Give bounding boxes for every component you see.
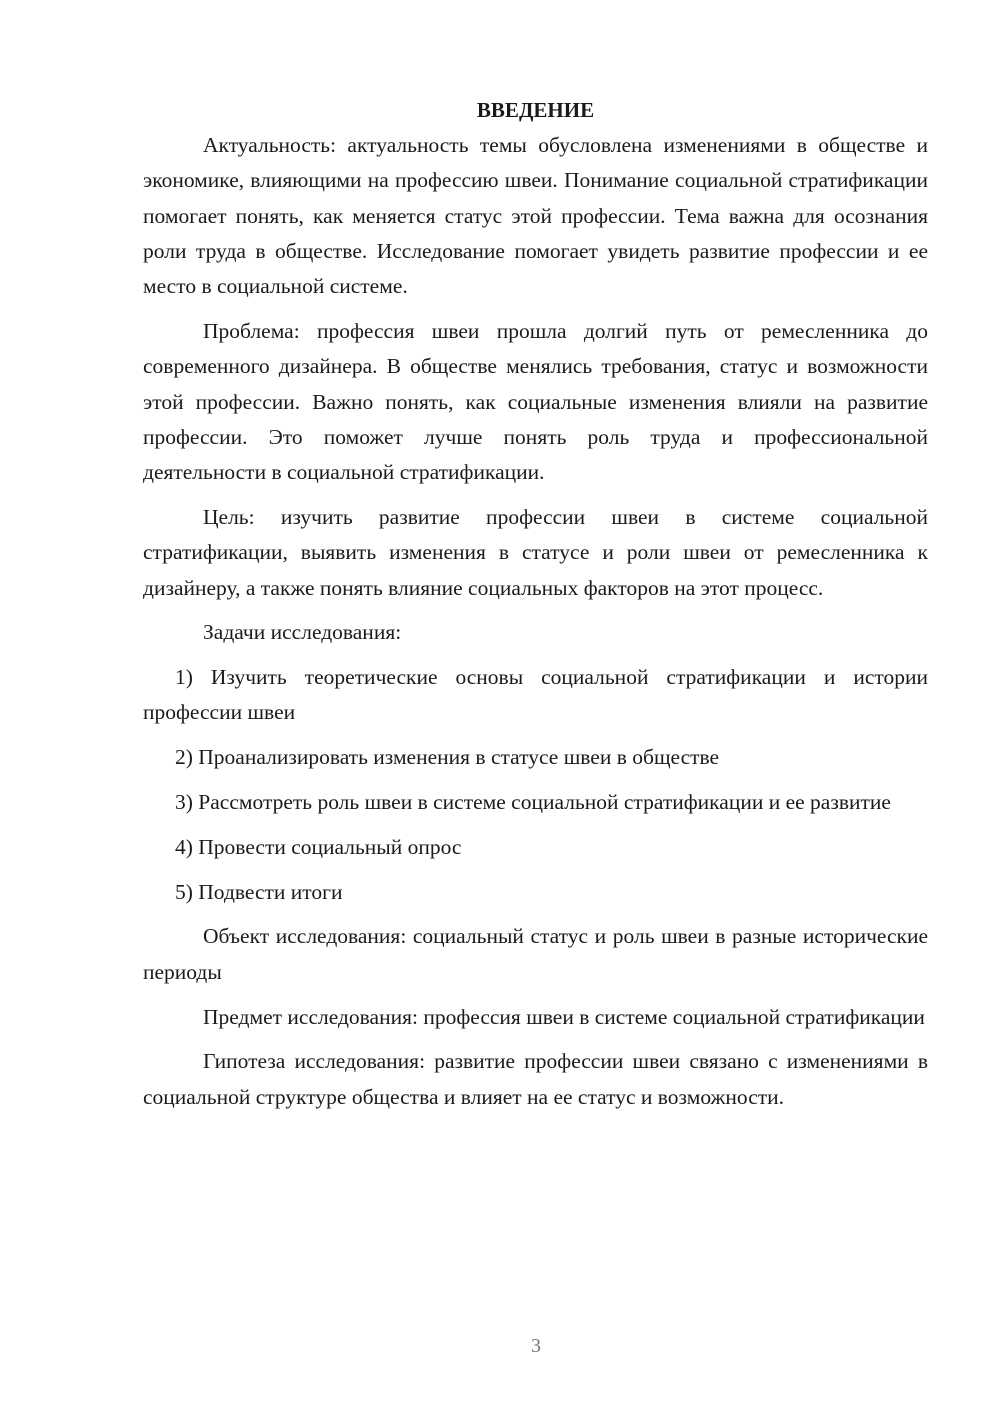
page-number: 3 [531, 1335, 541, 1357]
paragraph-relevance: Актуальность: актуальность темы обусловлена изменениями в обществе и экономике, влияющими на профессию швеи. Понимание социальной стратификации помогает понять, как меняется статус этой профессии. Тема важна для осознания роли труда в обществе. Исследование помогает увидеть развитие профессии и ее место в социальной системе. [143, 133, 928, 299]
paragraph-object: Объект исследования: социальный статус и роль швеи в разные исторические периоды [143, 924, 928, 984]
paragraph-subject: Предмет исследования: профессия швеи в системе социальной стратификации [203, 1004, 925, 1029]
document-title: ВВЕДЕНИЕ [476, 98, 595, 122]
document-page [143, 93, 928, 1115]
paragraph-goal: Цель: изучить развитие профессии швеи в системе социальной стратификации, выявить изменения в статусе и роли швеи от ремесленника к дизайнеру, а также понять влияние социальных факторов на этот процесс. [143, 504, 928, 600]
task-item-1: 1) Изучить теоретические основы социальной стратификации и истории профессии швеи [143, 665, 928, 725]
task-item-2: 2) Проанализировать изменения в статусе швеи в обществе [175, 745, 720, 770]
paragraph-tasks-heading: Задачи исследования: [203, 620, 402, 645]
paragraph-problem: Проблема: профессия швеи прошла долгий путь от ремесленника до современного дизайнера. В обществе менялись требования, статус и возможности этой профессии. Важно понять, как социальные изменения влияли на развитие профессии. Это поможет лучше понять роль труда и профессиональной деятельности в социальной стратификации. [143, 318, 928, 485]
paragraph-hypothesis: Гипотеза исследования: развитие профессии швеи связано с изменениями в социальной структуре общества и влияет на ее статус и возможности. [143, 1049, 928, 1109]
task-item-4: 4) Провести социальный опрос [175, 834, 462, 859]
task-item-5: 5) Подвести итоги [175, 879, 343, 904]
task-item-3: 3) Рассмотреть роль швеи в системе социальной стратификации и ее развитие [175, 790, 891, 815]
